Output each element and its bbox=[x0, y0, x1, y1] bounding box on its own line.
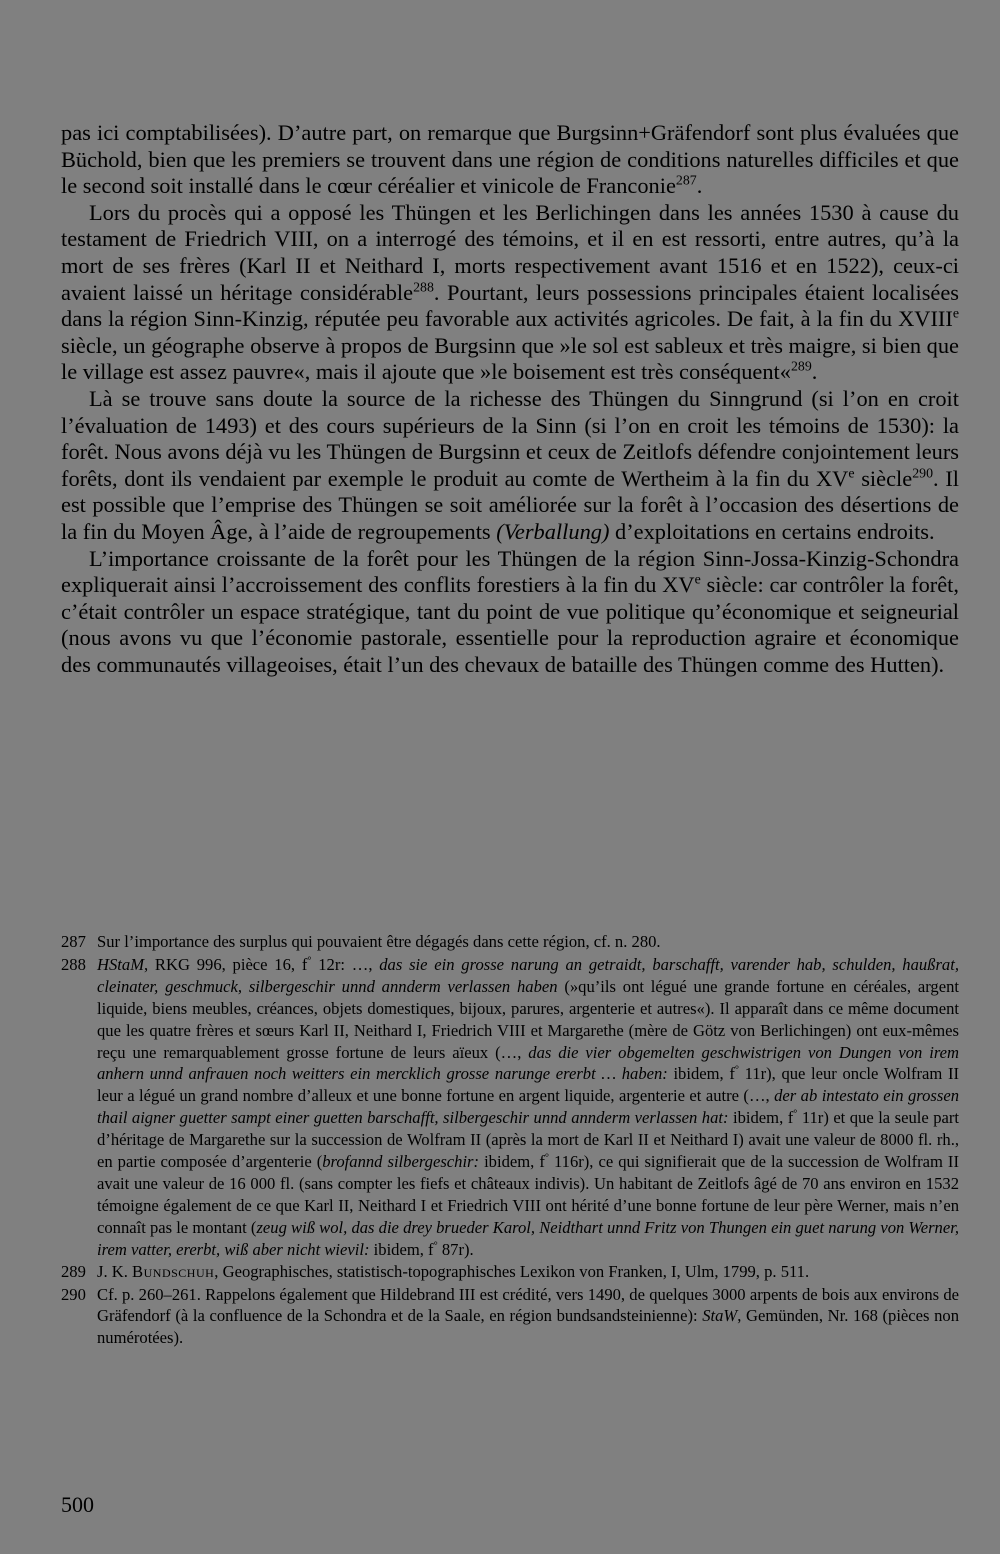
german-quote: brofannd silbergeschir: bbox=[322, 1152, 480, 1172]
footnote-ref-287[interactable]: 287 bbox=[675, 173, 697, 189]
paragraph-4: L’importance croissante de la forêt pour les Thüngen de la région Sinn-Jossa-Kinzig-Schondra expliquerait ainsi l’accroissement des conflits forestiers à la fin du XVe siècle: car contrôler la forêt, c’était contrôler un espace stratégique, tant du point de vue politique qu’économique et seigneurial (nous avons vu que l’économie pastorale, essentielle pour la reproduction agraire et économique des communautés villageoises, était l’un des chevaux de bataille des Thüngen comme des Hutten). bbox=[61, 545, 960, 677]
footnote-ref-289[interactable]: 289 bbox=[790, 359, 812, 375]
page-number: 500 bbox=[61, 1492, 94, 1517]
footnote-text: Cf. p. 260–261. Rappelons également que Hildebrand III est crédité, vers 1490, de quelques 3000 arpents de bois aux environs de Gräfendorf (à la confluence de la Schondra et de la Saale, en région bundsandsteinienne): StaW, Gemünden, Nr. 168 (pièces non numérotées). bbox=[97, 1284, 959, 1348]
footnotes bbox=[61, 931, 959, 1349]
footnote-number: 287 bbox=[61, 932, 86, 951]
footnote-ref-290[interactable]: 290 bbox=[912, 466, 933, 482]
footnote-ref-288[interactable]: 288 bbox=[413, 279, 434, 295]
paragraph-1: pas ici comptabilisées). D’autre part, on remarque que Burgsinn+Gräfendorf sont plus évaluées que Büchold, bien que les premiers se trouvent dans une région de conditions naturelles difficiles et que le second soit installé dans le cœur céréalier et vinicole de Franconie$^{287}$. bbox=[61, 120, 959, 199]
century-superscript: e bbox=[694, 572, 701, 588]
footnote-number: 289 bbox=[61, 1261, 86, 1281]
footnote-text: HStaM, RKG 996, pièce 16, f° 12r: …, das sie ein grosse narung an getraidt, barschafft, varender hab, schulden, haußrat, cleinater, geschmuck, silbergeschir unnd annderm verlassen haben (»qu’ils ont légué une grande fortune en céréales, argent liquide, biens meubles, créances, objets domestiques, bijoux, parures, argenterie et autres«). Il apparaît dans ce même document que les quatre frères et sœurs Karl II, Neithard I, Friedrich VIII et Margarethe (mère de Götz von Berlichingen) ont eux-mêmes reçu une remarquablement grosse fortune de leurs aïeux (…, das die vier obgemelten geschwistrigen von Dungen von irem anhern unnd anfrauen noch weitters ein mercklich grosse narunge ererbt … haben: ibidem, f° 11r), que leur oncle Wolfram II leur a légué un grand nombre d’alleux et une bonne fortune en argent liquide, argenterie et autre (…, der ab intestato ein grossen thail aigner guetter sampt einer guetten barschafft, silbergeschir unnd annderm verlassen hat: ibidem, f° 11r) et que la seule part d’héritage de Margarethe sur la succession de Wolfram II (après la mort de Karl II et Neithard I) avait une valeur de 8000 fl. rh., en partie composée d’argenterie (brofannd silbergeschir: ibidem, f° 116r), ce qui signifierait que de la succession de Wolfram II avait une valeur de 16 000 fl. (sans compter les fiefs et châteaux indivis). Un habitant de Zeitlofs âgé de 70 ans environ en 1532 témoigne également de ce que Karl II, Neithard I et Friedrich VIII ont hérité d’une bonne fortune de leur père Werner, mais n’en connaît pas le montant (zeug wiß wol, das die drey brueder Karol, Neidthart unnd Fritz von Thungen ein guet narung von Werner, irem vatter, ererbt, wiß aber nicht wievil: ibidem, f° 87r). bbox=[97, 954, 960, 1259]
footnote-288 bbox=[61, 954, 959, 1261]
footnote-number: 290 bbox=[61, 1284, 86, 1304]
paragraph-2: Lors du procès qui a opposé les Thüngen et les Berlichingen dans les années 1530 à cause du testament de Friedrich VIII, on a interrogé des témoins, et il en est ressorti, entre autres, qu’à la mort de ses frères (Karl II et Neithard I, morts respectivement avant 1516 et en 1522), ceux-ci avaient laissé un héritage considérable$^{288}$. Pourtant, leurs possessions principales étaient localisées dans la région Sinn-Kinzig, réputée peu favorable aux activités agricoles. De fait, à la fin du XVIIIe siècle, un géographe observe à propos de Burgsinn que »le sol est sableux et très maigre, si bien que le village est assez pauvre«, mais il ajoute que »le boisement est très conséquent«$^{289}$. bbox=[61, 199, 959, 385]
german-quote: das sie ein grosse narung an getraidt, barschafft, varender hab, schulden, haußrat, cleinater, geschmuck, silbergeschir unnd annderm verlassen haben bbox=[97, 954, 959, 996]
footnote-287 bbox=[61, 931, 959, 953]
paragraph-3: Là se trouve sans doute la source de la richesse des Thüngen du Sinngrund (si l’on en croit l’évaluation de 1493) et des cours supérieurs de la Sinn (si l’on en croit les témoins de 1530): la forêt. Nous avons déjà vu les Thüngen de Burgsinn et ceux de Zeitlofs défendre conjointement leurs forêts, dont ils vendaient par exemple le produit au comte de Wertheim à la fin du XVe siècle$^{290}$. Il est possible que l’emprise des Thüngen se soit améliorée sur la forêt à l’occasion des désertions de la fin du Moyen Âge, à l’aide de regroupements (Verballung) d’exploitations en certains endroits. bbox=[61, 385, 959, 544]
german-quote: zeug wiß wol, das die drey brueder Karol, Neidthart unnd Fritz von Thungen ein guet narung von Werner, irem vatter, ererbt, wiß aber nicht wievil: bbox=[97, 1217, 959, 1259]
german-quote: der ab intestato ein grossen thail aigner guetter sampt einer guetten barschafft, silbergeschir unnd annderm verlassen hat: bbox=[97, 1086, 959, 1128]
author-name: Bundschuh bbox=[132, 1261, 215, 1281]
footnote-290 bbox=[61, 1284, 959, 1350]
german-quote: das die vier obgemelten geschwistrigen von Dungen von irem anhern unnd anfrauen noch weitters ein mercklich grosse narunge ererbt … haben: bbox=[97, 1042, 960, 1084]
century-superscript: e bbox=[848, 466, 855, 482]
main-text bbox=[61, 120, 959, 678]
footnote-number: 288 bbox=[61, 954, 86, 974]
german-term: (Verballung) bbox=[496, 518, 610, 544]
footnote-289 bbox=[61, 1261, 959, 1283]
footnote-text: J. K. Bundschuh, Geographisches, statistisch-topographisches Lexikon von Franken, I, Ulm, 1799, p. 511. bbox=[97, 1261, 810, 1281]
century-superscript: e bbox=[952, 306, 959, 322]
footnote-text: Sur l’importance des surplus qui pouvaient être dégagés dans cette région, cf. n. 280. bbox=[97, 932, 661, 951]
